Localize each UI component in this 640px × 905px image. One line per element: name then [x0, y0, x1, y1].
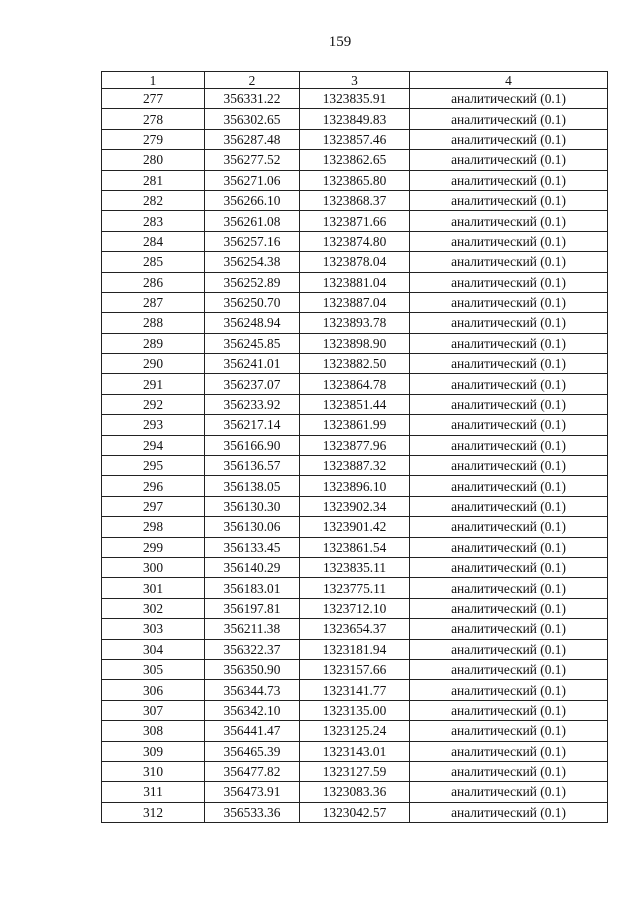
table-row [102, 129, 608, 149]
x-coordinate-cell: 356130.30 [205, 496, 300, 516]
table-row [102, 537, 608, 557]
table-row [102, 109, 608, 129]
y-coordinate-cell: 1323881.04 [300, 272, 410, 292]
point-number-cell: 288 [102, 313, 205, 333]
x-coordinate-cell: 356266.10 [205, 190, 300, 210]
x-coordinate-cell: 356241.01 [205, 354, 300, 374]
point-number-cell: 310 [102, 761, 205, 781]
method-cell: аналитический (0.1) [410, 252, 608, 272]
y-coordinate-cell: 1323898.90 [300, 333, 410, 353]
x-coordinate-cell: 356302.65 [205, 109, 300, 129]
method-cell: аналитический (0.1) [410, 190, 608, 210]
y-coordinate-cell: 1323849.83 [300, 109, 410, 129]
y-coordinate-cell: 1323141.77 [300, 680, 410, 700]
x-coordinate-cell: 356237.07 [205, 374, 300, 394]
x-coordinate-cell: 356441.47 [205, 721, 300, 741]
point-number-cell: 286 [102, 272, 205, 292]
point-number-cell: 300 [102, 557, 205, 577]
y-coordinate-cell: 1323901.42 [300, 517, 410, 537]
method-cell: аналитический (0.1) [410, 333, 608, 353]
x-coordinate-cell: 356166.90 [205, 435, 300, 455]
y-coordinate-cell: 1323712.10 [300, 598, 410, 618]
method-cell: аналитический (0.1) [410, 782, 608, 802]
method-cell: аналитический (0.1) [410, 721, 608, 741]
y-coordinate-cell: 1323157.66 [300, 659, 410, 679]
method-cell: аналитический (0.1) [410, 680, 608, 700]
table-row [102, 496, 608, 516]
table-row [102, 354, 608, 374]
y-coordinate-cell: 1323775.11 [300, 578, 410, 598]
x-coordinate-cell: 356342.10 [205, 700, 300, 720]
table-row [102, 741, 608, 761]
method-cell: аналитический (0.1) [410, 659, 608, 679]
table-row [102, 761, 608, 781]
y-coordinate-cell: 1323083.36 [300, 782, 410, 802]
x-coordinate-cell: 356248.94 [205, 313, 300, 333]
table-row [102, 802, 608, 822]
point-number-cell: 284 [102, 231, 205, 251]
point-number-cell: 283 [102, 211, 205, 231]
point-number-cell: 301 [102, 578, 205, 598]
y-coordinate-cell: 1323896.10 [300, 476, 410, 496]
x-coordinate-cell: 356473.91 [205, 782, 300, 802]
point-number-cell: 293 [102, 415, 205, 435]
table-row [102, 313, 608, 333]
table-row [102, 598, 608, 618]
method-cell: аналитический (0.1) [410, 517, 608, 537]
y-coordinate-cell: 1323654.37 [300, 619, 410, 639]
y-coordinate-cell: 1323887.04 [300, 292, 410, 312]
x-coordinate-cell: 356344.73 [205, 680, 300, 700]
table-header-row [102, 72, 608, 89]
table-row [102, 231, 608, 251]
table-row [102, 333, 608, 353]
table-row [102, 456, 608, 476]
x-coordinate-cell: 356254.38 [205, 252, 300, 272]
table-row [102, 272, 608, 292]
method-cell: аналитический (0.1) [410, 354, 608, 374]
table-row [102, 89, 608, 109]
method-cell: аналитический (0.1) [410, 231, 608, 251]
table-row [102, 680, 608, 700]
point-number-cell: 305 [102, 659, 205, 679]
y-coordinate-cell: 1323902.34 [300, 496, 410, 516]
point-number-cell: 303 [102, 619, 205, 639]
point-number-cell: 309 [102, 741, 205, 761]
x-coordinate-cell: 356233.92 [205, 394, 300, 414]
x-coordinate-cell: 356250.70 [205, 292, 300, 312]
point-number-cell: 282 [102, 190, 205, 210]
x-coordinate-cell: 356217.14 [205, 415, 300, 435]
method-cell: аналитический (0.1) [410, 374, 608, 394]
x-coordinate-cell: 356245.85 [205, 333, 300, 353]
x-coordinate-cell: 356130.06 [205, 517, 300, 537]
table-row [102, 211, 608, 231]
point-number-cell: 280 [102, 150, 205, 170]
point-number-cell: 311 [102, 782, 205, 802]
method-cell: аналитический (0.1) [410, 170, 608, 190]
y-coordinate-cell: 1323127.59 [300, 761, 410, 781]
method-cell: аналитический (0.1) [410, 761, 608, 781]
x-coordinate-cell: 356261.08 [205, 211, 300, 231]
method-cell: аналитический (0.1) [410, 89, 608, 109]
column-header-2: 2 [205, 72, 300, 89]
y-coordinate-cell: 1323874.80 [300, 231, 410, 251]
y-coordinate-cell: 1323135.00 [300, 700, 410, 720]
x-coordinate-cell: 356138.05 [205, 476, 300, 496]
point-number-cell: 312 [102, 802, 205, 822]
table-row [102, 435, 608, 455]
x-coordinate-cell: 356197.81 [205, 598, 300, 618]
x-coordinate-cell: 356252.89 [205, 272, 300, 292]
point-number-cell: 290 [102, 354, 205, 374]
method-cell: аналитический (0.1) [410, 313, 608, 333]
point-number-cell: 281 [102, 170, 205, 190]
table-row [102, 578, 608, 598]
x-coordinate-cell: 356287.48 [205, 129, 300, 149]
x-coordinate-cell: 356277.52 [205, 150, 300, 170]
x-coordinate-cell: 356211.38 [205, 619, 300, 639]
table-row [102, 252, 608, 272]
method-cell: аналитический (0.1) [410, 394, 608, 414]
column-header-3: 3 [300, 72, 410, 89]
x-coordinate-cell: 356183.01 [205, 578, 300, 598]
x-coordinate-cell: 356350.90 [205, 659, 300, 679]
x-coordinate-cell: 356322.37 [205, 639, 300, 659]
y-coordinate-cell: 1323868.37 [300, 190, 410, 210]
y-coordinate-cell: 1323864.78 [300, 374, 410, 394]
method-cell: аналитический (0.1) [410, 557, 608, 577]
table-row [102, 415, 608, 435]
y-coordinate-cell: 1323125.24 [300, 721, 410, 741]
y-coordinate-cell: 1323181.94 [300, 639, 410, 659]
method-cell: аналитический (0.1) [410, 619, 608, 639]
table-row [102, 557, 608, 577]
method-cell: аналитический (0.1) [410, 435, 608, 455]
method-cell: аналитический (0.1) [410, 578, 608, 598]
y-coordinate-cell: 1323861.99 [300, 415, 410, 435]
y-coordinate-cell: 1323851.44 [300, 394, 410, 414]
method-cell: аналитический (0.1) [410, 150, 608, 170]
point-number-cell: 307 [102, 700, 205, 720]
point-number-cell: 296 [102, 476, 205, 496]
method-cell: аналитический (0.1) [410, 802, 608, 822]
point-number-cell: 291 [102, 374, 205, 394]
point-number-cell: 287 [102, 292, 205, 312]
y-coordinate-cell: 1323143.01 [300, 741, 410, 761]
y-coordinate-cell: 1323835.91 [300, 89, 410, 109]
y-coordinate-cell: 1323857.46 [300, 129, 410, 149]
point-number-cell: 289 [102, 333, 205, 353]
table-row [102, 659, 608, 679]
x-coordinate-cell: 356271.06 [205, 170, 300, 190]
x-coordinate-cell: 356257.16 [205, 231, 300, 251]
y-coordinate-cell: 1323878.04 [300, 252, 410, 272]
point-number-cell: 308 [102, 721, 205, 741]
table-row [102, 639, 608, 659]
x-coordinate-cell: 356133.45 [205, 537, 300, 557]
method-cell: аналитический (0.1) [410, 741, 608, 761]
method-cell: аналитический (0.1) [410, 537, 608, 557]
point-number-cell: 294 [102, 435, 205, 455]
method-cell: аналитический (0.1) [410, 700, 608, 720]
coordinates-table [101, 71, 608, 823]
point-number-cell: 277 [102, 89, 205, 109]
table-row [102, 700, 608, 720]
method-cell: аналитический (0.1) [410, 639, 608, 659]
point-number-cell: 306 [102, 680, 205, 700]
y-coordinate-cell: 1323042.57 [300, 802, 410, 822]
y-coordinate-cell: 1323862.65 [300, 150, 410, 170]
method-cell: аналитический (0.1) [410, 129, 608, 149]
table-row [102, 190, 608, 210]
x-coordinate-cell: 356331.22 [205, 89, 300, 109]
column-header-1: 1 [102, 72, 205, 89]
point-number-cell: 279 [102, 129, 205, 149]
point-number-cell: 299 [102, 537, 205, 557]
point-number-cell: 297 [102, 496, 205, 516]
method-cell: аналитический (0.1) [410, 415, 608, 435]
y-coordinate-cell: 1323893.78 [300, 313, 410, 333]
method-cell: аналитический (0.1) [410, 496, 608, 516]
table-row [102, 517, 608, 537]
y-coordinate-cell: 1323877.96 [300, 435, 410, 455]
method-cell: аналитический (0.1) [410, 456, 608, 476]
table-row [102, 476, 608, 496]
table-row [102, 292, 608, 312]
x-coordinate-cell: 356477.82 [205, 761, 300, 781]
x-coordinate-cell: 356136.57 [205, 456, 300, 476]
method-cell: аналитический (0.1) [410, 598, 608, 618]
table-row [102, 170, 608, 190]
method-cell: аналитический (0.1) [410, 292, 608, 312]
table-body [102, 89, 608, 823]
column-header-4: 4 [410, 72, 608, 89]
point-number-cell: 292 [102, 394, 205, 414]
point-number-cell: 298 [102, 517, 205, 537]
y-coordinate-cell: 1323835.11 [300, 557, 410, 577]
point-number-cell: 285 [102, 252, 205, 272]
y-coordinate-cell: 1323871.66 [300, 211, 410, 231]
method-cell: аналитический (0.1) [410, 272, 608, 292]
table-row [102, 721, 608, 741]
page-number: 159 [328, 34, 352, 50]
table-row [102, 394, 608, 414]
point-number-cell: 304 [102, 639, 205, 659]
x-coordinate-cell: 356533.36 [205, 802, 300, 822]
x-coordinate-cell: 356465.39 [205, 741, 300, 761]
point-number-cell: 302 [102, 598, 205, 618]
y-coordinate-cell: 1323861.54 [300, 537, 410, 557]
table-row [102, 619, 608, 639]
table-row [102, 150, 608, 170]
table-row [102, 374, 608, 394]
method-cell: аналитический (0.1) [410, 476, 608, 496]
y-coordinate-cell: 1323887.32 [300, 456, 410, 476]
method-cell: аналитический (0.1) [410, 211, 608, 231]
point-number-cell: 295 [102, 456, 205, 476]
y-coordinate-cell: 1323865.80 [300, 170, 410, 190]
x-coordinate-cell: 356140.29 [205, 557, 300, 577]
point-number-cell: 278 [102, 109, 205, 129]
table-row [102, 782, 608, 802]
y-coordinate-cell: 1323882.50 [300, 354, 410, 374]
method-cell: аналитический (0.1) [410, 109, 608, 129]
